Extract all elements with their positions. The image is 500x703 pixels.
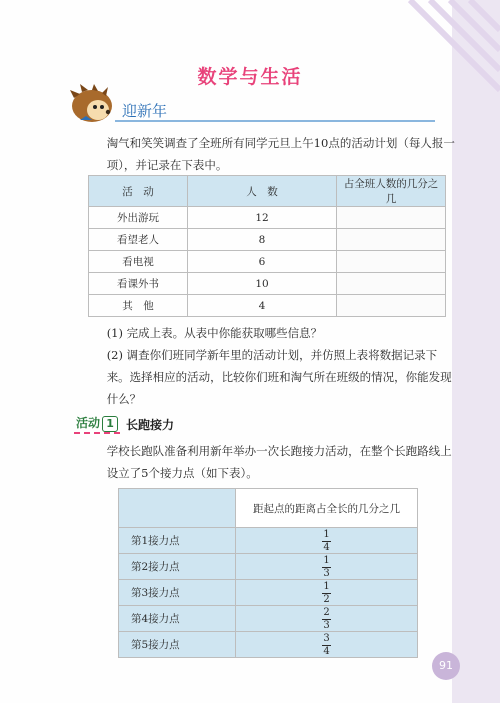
table-row	[119, 580, 418, 606]
fraction-blank[interactable]	[337, 229, 446, 251]
activity-cell: 外出游玩	[89, 207, 188, 229]
count-cell: 4	[188, 295, 337, 317]
relay-label: 第1接力点	[119, 528, 236, 554]
denominator: 2	[323, 594, 330, 605]
denominator: 4	[323, 542, 330, 553]
activity-cell: 其 他	[89, 295, 188, 317]
activity-heading	[74, 414, 174, 434]
header-count: 人 数	[188, 176, 337, 207]
activity-cell: 看课外书	[89, 273, 188, 295]
relay-fraction	[236, 606, 418, 632]
activity-badge	[74, 414, 120, 434]
relay-fraction	[236, 528, 418, 554]
fraction-blank[interactable]	[337, 251, 446, 273]
activity-cell: 看电视	[89, 251, 188, 273]
relay-table	[118, 488, 418, 658]
question-2-text: (2) 调查你们班同学新年里的活动计划，并仿照上表将数据记录下来。选择相应的活动，比较你们班和淘气所在班级的情况，你能发现什么？	[106, 348, 452, 406]
table-row	[119, 554, 418, 580]
table-row	[119, 528, 418, 554]
table-row	[119, 606, 418, 632]
count-cell: 8	[188, 229, 337, 251]
section-underline	[115, 120, 435, 122]
numerator: 1	[323, 529, 330, 540]
table-row	[119, 632, 418, 658]
question-1	[86, 322, 456, 344]
table-header-row	[89, 176, 446, 207]
header-fraction: 占全班人数的几分之几	[337, 176, 446, 207]
fraction-blank[interactable]	[337, 295, 446, 317]
header-empty	[119, 489, 236, 528]
relay-fraction	[236, 580, 418, 606]
activity-title: 长跑接力	[126, 417, 175, 432]
relay-label: 第4接力点	[119, 606, 236, 632]
page-title: 数学与生活	[197, 66, 303, 88]
question-2	[86, 344, 456, 410]
activity-badge-label: 活动	[76, 416, 101, 430]
fraction-blank[interactable]	[337, 207, 446, 229]
table-row	[89, 251, 446, 273]
denominator: 4	[323, 646, 330, 657]
relay-label: 第5接力点	[119, 632, 236, 658]
activity-table	[88, 175, 446, 317]
hedgehog-icon	[68, 84, 116, 124]
relay-label: 第2接力点	[119, 554, 236, 580]
table-row	[89, 207, 446, 229]
numerator: 3	[323, 633, 330, 644]
count-cell: 12	[188, 207, 337, 229]
table-row	[89, 295, 446, 317]
stripe-decoration	[380, 0, 500, 120]
activity-paragraph	[86, 440, 456, 484]
relay-label: 第3接力点	[119, 580, 236, 606]
section-title: 迎新年	[122, 102, 168, 120]
intro-text: 淘气和笑笑调查了全班所有同学元旦上午10点的活动计划（每人报一项），并记录在下表中。	[106, 136, 455, 172]
numerator: 1	[323, 581, 330, 592]
table-header-row	[119, 489, 418, 528]
page-number: 91	[432, 652, 460, 680]
relay-fraction	[236, 554, 418, 580]
count-cell: 10	[188, 273, 337, 295]
activity-cell: 看望老人	[89, 229, 188, 251]
question-1-text: (1) 完成上表。从表中你能获取哪些信息？	[106, 326, 323, 340]
denominator: 3	[323, 620, 330, 631]
table-row	[89, 229, 446, 251]
table-row	[89, 273, 446, 295]
header-distance: 距起点的距离占全长的几分之几	[236, 489, 418, 528]
fraction-blank[interactable]	[337, 273, 446, 295]
activity-number: 1	[102, 416, 118, 432]
numerator: 1	[323, 555, 330, 566]
denominator: 3	[323, 568, 330, 579]
count-cell: 6	[188, 251, 337, 273]
header-activity: 活 动	[89, 176, 188, 207]
numerator: 2	[323, 607, 330, 618]
intro-paragraph	[86, 132, 456, 176]
activity-text: 学校长跑队准备利用新年举办一次长跑接力活动，在整个长跑路线上设立了5个接力点（如下表）。	[106, 444, 452, 480]
relay-fraction	[236, 632, 418, 658]
